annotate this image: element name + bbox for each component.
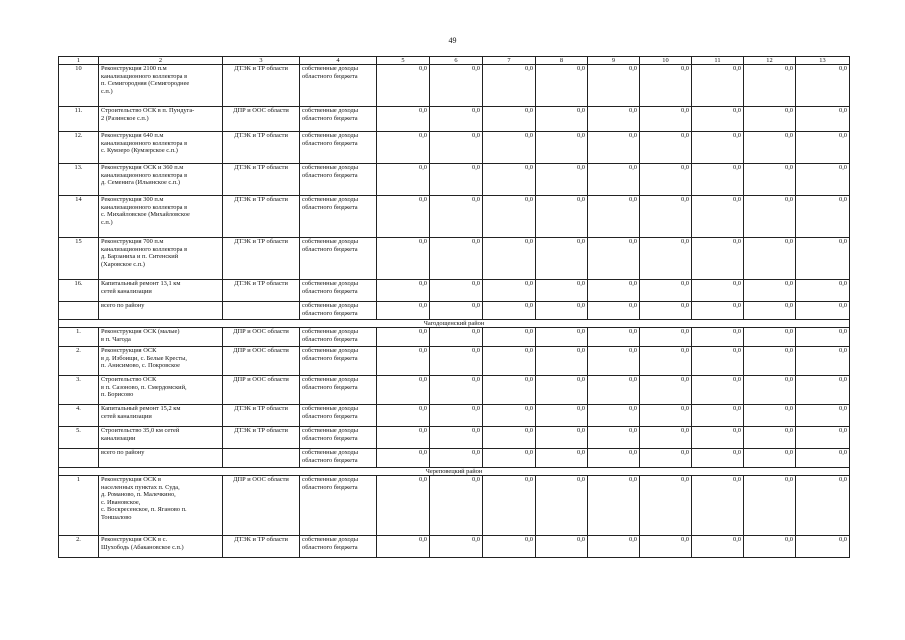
value-col-12: 0,0 <box>744 107 796 132</box>
value-col-13: 0,0 <box>796 427 850 449</box>
budget-table <box>58 56 850 558</box>
value-col-13: 0,0 <box>796 132 850 164</box>
responsible-body: ДПР и ООС области <box>223 328 300 347</box>
value-col-13: 0,0 <box>796 65 850 107</box>
value-col-6: 0,0 <box>430 280 483 302</box>
project-name: Реконструкция ОСК (малые) в п. Чагода <box>99 328 223 347</box>
value-col-13: 0,0 <box>796 280 850 302</box>
value-col-11: 0,0 <box>692 405 744 427</box>
project-name: Капитальный ремонт 15,2 км сетей канализации <box>99 405 223 427</box>
value-col-5: 0,0 <box>377 405 430 427</box>
funding-source: собственные доходы областного бюджета <box>300 132 377 164</box>
funding-source: собственные доходы областного бюджета <box>300 164 377 196</box>
funding-source: собственные доходы областного бюджета <box>300 376 377 405</box>
value-col-10: 0,0 <box>640 449 692 468</box>
column-header-5: 5 <box>377 57 430 65</box>
value-col-9: 0,0 <box>588 164 640 196</box>
value-col-5: 0,0 <box>377 280 430 302</box>
value-col-9: 0,0 <box>588 238 640 280</box>
funding-source: собственные доходы областного бюджета <box>300 65 377 107</box>
project-name: Реконструкция ОСК в с. Шухободь (Абакановское с.п.) <box>99 536 223 558</box>
value-col-12: 0,0 <box>744 302 796 320</box>
value-col-7: 0,0 <box>483 164 536 196</box>
funding-source: собственные доходы областного бюджета <box>300 107 377 132</box>
funding-source: собственные доходы областного бюджета <box>300 536 377 558</box>
table-row <box>59 427 850 449</box>
value-col-10: 0,0 <box>640 65 692 107</box>
value-col-13: 0,0 <box>796 107 850 132</box>
value-col-5: 0,0 <box>377 164 430 196</box>
value-col-5: 0,0 <box>377 347 430 376</box>
project-name: Строительство 35,0 км сетей канализации <box>99 427 223 449</box>
value-col-9: 0,0 <box>588 196 640 238</box>
column-header-12: 12 <box>744 57 796 65</box>
funding-source: собственные доходы областного бюджета <box>300 347 377 376</box>
value-col-13: 0,0 <box>796 347 850 376</box>
value-col-10: 0,0 <box>640 238 692 280</box>
value-col-8: 0,0 <box>536 449 588 468</box>
value-col-11: 0,0 <box>692 449 744 468</box>
district-header-row <box>59 468 850 476</box>
value-col-6: 0,0 <box>430 164 483 196</box>
row-number: 10 <box>59 65 99 107</box>
value-col-7: 0,0 <box>483 132 536 164</box>
district-title: Череповецкий район <box>59 468 850 476</box>
district-title: Чагодощенский район <box>59 320 850 328</box>
value-col-9: 0,0 <box>588 280 640 302</box>
column-header-7: 7 <box>483 57 536 65</box>
funding-source: собственные доходы областного бюджета <box>300 476 377 536</box>
value-col-11: 0,0 <box>692 107 744 132</box>
column-header-1: 1 <box>59 57 99 65</box>
value-col-5: 0,0 <box>377 449 430 468</box>
value-col-6: 0,0 <box>430 132 483 164</box>
table-row <box>59 449 850 468</box>
value-col-6: 0,0 <box>430 476 483 536</box>
page-number: 49 <box>448 36 457 45</box>
value-col-5: 0,0 <box>377 376 430 405</box>
value-col-12: 0,0 <box>744 65 796 107</box>
value-col-8: 0,0 <box>536 196 588 238</box>
value-col-9: 0,0 <box>588 427 640 449</box>
value-col-12: 0,0 <box>744 196 796 238</box>
value-col-13: 0,0 <box>796 449 850 468</box>
value-col-5: 0,0 <box>377 65 430 107</box>
table-row <box>59 476 850 536</box>
row-number: 15 <box>59 238 99 280</box>
value-col-6: 0,0 <box>430 196 483 238</box>
value-col-13: 0,0 <box>796 405 850 427</box>
value-col-7: 0,0 <box>483 65 536 107</box>
value-col-9: 0,0 <box>588 302 640 320</box>
value-col-5: 0,0 <box>377 107 430 132</box>
value-col-9: 0,0 <box>588 405 640 427</box>
responsible-body: ДТЭК и ТР области <box>223 132 300 164</box>
row-number: 3. <box>59 376 99 405</box>
project-name: Реконструкция 300 п.м канализационного коллектора в с. Михайловское (Михайловское с.п.) <box>99 196 223 238</box>
table-row <box>59 132 850 164</box>
value-col-13: 0,0 <box>796 476 850 536</box>
table-row <box>59 196 850 238</box>
value-col-10: 0,0 <box>640 405 692 427</box>
value-col-10: 0,0 <box>640 302 692 320</box>
column-header-11: 11 <box>692 57 744 65</box>
row-number: 2. <box>59 536 99 558</box>
value-col-8: 0,0 <box>536 328 588 347</box>
value-col-12: 0,0 <box>744 405 796 427</box>
project-name: Реконструкция ОСК в д. Избоищи, с. Белые Кресты, п. Анисимово, с. Покровское <box>99 347 223 376</box>
column-header-8: 8 <box>536 57 588 65</box>
value-col-12: 0,0 <box>744 238 796 280</box>
row-number: 2. <box>59 347 99 376</box>
value-col-9: 0,0 <box>588 132 640 164</box>
project-name: Строительство ОСК в п. Пундуга- 2 (Разинское с.п.) <box>99 107 223 132</box>
column-header-9: 9 <box>588 57 640 65</box>
value-col-6: 0,0 <box>430 427 483 449</box>
value-col-7: 0,0 <box>483 449 536 468</box>
funding-source: собственные доходы областного бюджета <box>300 405 377 427</box>
column-header-2: 2 <box>99 57 223 65</box>
table-row <box>59 164 850 196</box>
value-col-7: 0,0 <box>483 347 536 376</box>
value-col-11: 0,0 <box>692 65 744 107</box>
table-row <box>59 328 850 347</box>
value-col-12: 0,0 <box>744 376 796 405</box>
value-col-5: 0,0 <box>377 476 430 536</box>
table-row <box>59 65 850 107</box>
value-col-12: 0,0 <box>744 164 796 196</box>
value-col-12: 0,0 <box>744 132 796 164</box>
table-row <box>59 536 850 558</box>
row-number: 14 <box>59 196 99 238</box>
value-col-13: 0,0 <box>796 536 850 558</box>
responsible-body: ДТЭК и ТР области <box>223 238 300 280</box>
value-col-8: 0,0 <box>536 536 588 558</box>
project-name: Реконструкция 700 п.м канализационного коллектора в д. Барзаниха и п. Ситенский (Харовское с.п.) <box>99 238 223 280</box>
value-col-5: 0,0 <box>377 196 430 238</box>
value-col-9: 0,0 <box>588 376 640 405</box>
table-row <box>59 347 850 376</box>
value-col-5: 0,0 <box>377 302 430 320</box>
value-col-6: 0,0 <box>430 238 483 280</box>
table-row <box>59 107 850 132</box>
value-col-11: 0,0 <box>692 302 744 320</box>
table-row <box>59 302 850 320</box>
value-col-10: 0,0 <box>640 132 692 164</box>
value-col-7: 0,0 <box>483 107 536 132</box>
value-col-5: 0,0 <box>377 132 430 164</box>
value-col-7: 0,0 <box>483 280 536 302</box>
column-header-row <box>59 57 850 65</box>
responsible-body <box>223 302 300 320</box>
table-row <box>59 376 850 405</box>
value-col-5: 0,0 <box>377 427 430 449</box>
value-col-10: 0,0 <box>640 347 692 376</box>
value-col-7: 0,0 <box>483 302 536 320</box>
value-col-9: 0,0 <box>588 328 640 347</box>
value-col-7: 0,0 <box>483 536 536 558</box>
value-col-12: 0,0 <box>744 328 796 347</box>
value-col-8: 0,0 <box>536 132 588 164</box>
value-col-10: 0,0 <box>640 280 692 302</box>
value-col-8: 0,0 <box>536 238 588 280</box>
value-col-6: 0,0 <box>430 65 483 107</box>
value-col-13: 0,0 <box>796 238 850 280</box>
table-row <box>59 405 850 427</box>
value-col-9: 0,0 <box>588 476 640 536</box>
value-col-13: 0,0 <box>796 164 850 196</box>
funding-source: собственные доходы областного бюджета <box>300 427 377 449</box>
value-col-8: 0,0 <box>536 405 588 427</box>
funding-source: собственные доходы областного бюджета <box>300 196 377 238</box>
value-col-10: 0,0 <box>640 107 692 132</box>
value-col-6: 0,0 <box>430 107 483 132</box>
value-col-6: 0,0 <box>430 328 483 347</box>
value-col-8: 0,0 <box>536 427 588 449</box>
responsible-body: ДТЭК и ТР области <box>223 405 300 427</box>
value-col-12: 0,0 <box>744 476 796 536</box>
value-col-13: 0,0 <box>796 196 850 238</box>
value-col-7: 0,0 <box>483 476 536 536</box>
value-col-12: 0,0 <box>744 427 796 449</box>
value-col-11: 0,0 <box>692 347 744 376</box>
responsible-body: ДПР и ООС области <box>223 107 300 132</box>
value-col-5: 0,0 <box>377 328 430 347</box>
funding-source: собственные доходы областного бюджета <box>300 328 377 347</box>
value-col-12: 0,0 <box>744 347 796 376</box>
value-col-6: 0,0 <box>430 376 483 405</box>
value-col-6: 0,0 <box>430 347 483 376</box>
row-number: 1 <box>59 476 99 536</box>
value-col-8: 0,0 <box>536 164 588 196</box>
responsible-body: ДТЭК и ТР области <box>223 164 300 196</box>
value-col-6: 0,0 <box>430 302 483 320</box>
column-header-10: 10 <box>640 57 692 65</box>
value-col-9: 0,0 <box>588 536 640 558</box>
project-name: Реконструкция 640 п.м канализационного коллектора в с. Кумзеро (Кумзерское с.п.) <box>99 132 223 164</box>
value-col-9: 0,0 <box>588 65 640 107</box>
value-col-5: 0,0 <box>377 536 430 558</box>
funding-source: собственные доходы областного бюджета <box>300 302 377 320</box>
value-col-8: 0,0 <box>536 376 588 405</box>
row-number: 4. <box>59 405 99 427</box>
project-name: Капитальный ремонт 13,1 км сетей канализации <box>99 280 223 302</box>
value-col-10: 0,0 <box>640 164 692 196</box>
value-col-7: 0,0 <box>483 238 536 280</box>
column-header-3: 3 <box>223 57 300 65</box>
table-row <box>59 238 850 280</box>
funding-source: собственные доходы областного бюджета <box>300 449 377 468</box>
value-col-10: 0,0 <box>640 328 692 347</box>
value-col-6: 0,0 <box>430 449 483 468</box>
value-col-11: 0,0 <box>692 280 744 302</box>
project-name: всего по району <box>99 449 223 468</box>
value-col-10: 0,0 <box>640 376 692 405</box>
row-number: 11. <box>59 107 99 132</box>
value-col-11: 0,0 <box>692 196 744 238</box>
value-col-12: 0,0 <box>744 536 796 558</box>
responsible-body <box>223 449 300 468</box>
value-col-10: 0,0 <box>640 476 692 536</box>
row-number <box>59 449 99 468</box>
responsible-body: ДТЭК и ТР области <box>223 65 300 107</box>
row-number <box>59 302 99 320</box>
responsible-body: ДТЭК и ТР области <box>223 280 300 302</box>
value-col-8: 0,0 <box>536 280 588 302</box>
row-number: 5. <box>59 427 99 449</box>
value-col-6: 0,0 <box>430 536 483 558</box>
value-col-11: 0,0 <box>692 132 744 164</box>
value-col-8: 0,0 <box>536 65 588 107</box>
value-col-7: 0,0 <box>483 376 536 405</box>
row-number: 16. <box>59 280 99 302</box>
responsible-body: ДПР и ООС области <box>223 347 300 376</box>
value-col-11: 0,0 <box>692 427 744 449</box>
value-col-9: 0,0 <box>588 107 640 132</box>
value-col-10: 0,0 <box>640 536 692 558</box>
value-col-12: 0,0 <box>744 280 796 302</box>
column-header-13: 13 <box>796 57 850 65</box>
funding-source: собственные доходы областного бюджета <box>300 280 377 302</box>
project-name: Реконструкция ОСК и 360 п.м канализационного коллектора в д. Семенига (Ильинское с.п.) <box>99 164 223 196</box>
project-name: Реконструкция ОСК в населенных пунктах п. Суда, д. Романово, п. Малечкино, с. Ивановское, с. Воскресенское, п. Яганово п. Тоншалово <box>99 476 223 536</box>
value-col-9: 0,0 <box>588 347 640 376</box>
value-col-8: 0,0 <box>536 476 588 536</box>
value-col-12: 0,0 <box>744 449 796 468</box>
responsible-body: ДТЭК и ТР области <box>223 196 300 238</box>
value-col-11: 0,0 <box>692 238 744 280</box>
value-col-6: 0,0 <box>430 405 483 427</box>
value-col-11: 0,0 <box>692 536 744 558</box>
value-col-11: 0,0 <box>692 376 744 405</box>
value-col-9: 0,0 <box>588 449 640 468</box>
value-col-13: 0,0 <box>796 376 850 405</box>
value-col-5: 0,0 <box>377 238 430 280</box>
column-header-4: 4 <box>300 57 377 65</box>
value-col-10: 0,0 <box>640 196 692 238</box>
value-col-7: 0,0 <box>483 328 536 347</box>
project-name: Реконструкция 2100 п.м канализационного коллектора в п. Семигородняя (Семигороднее с.п.) <box>99 65 223 107</box>
value-col-11: 0,0 <box>692 164 744 196</box>
responsible-body: ДПР и ООС области <box>223 476 300 536</box>
row-number: 12. <box>59 132 99 164</box>
responsible-body: ДПР и ООС области <box>223 376 300 405</box>
value-col-10: 0,0 <box>640 427 692 449</box>
value-col-7: 0,0 <box>483 405 536 427</box>
responsible-body: ДТЭК и ТР области <box>223 536 300 558</box>
row-number: 13. <box>59 164 99 196</box>
value-col-8: 0,0 <box>536 302 588 320</box>
row-number: 1. <box>59 328 99 347</box>
district-header-row <box>59 320 850 328</box>
value-col-8: 0,0 <box>536 107 588 132</box>
value-col-8: 0,0 <box>536 347 588 376</box>
responsible-body: ДТЭК и ТР области <box>223 427 300 449</box>
value-col-13: 0,0 <box>796 302 850 320</box>
project-name: всего по району <box>99 302 223 320</box>
value-col-7: 0,0 <box>483 427 536 449</box>
value-col-7: 0,0 <box>483 196 536 238</box>
project-name: Строительство ОСК в п. Сазоново, п. Смердомский, п. Борисово <box>99 376 223 405</box>
funding-source: собственные доходы областного бюджета <box>300 238 377 280</box>
value-col-11: 0,0 <box>692 328 744 347</box>
value-col-13: 0,0 <box>796 328 850 347</box>
table-row <box>59 280 850 302</box>
value-col-11: 0,0 <box>692 476 744 536</box>
column-header-6: 6 <box>430 57 483 65</box>
